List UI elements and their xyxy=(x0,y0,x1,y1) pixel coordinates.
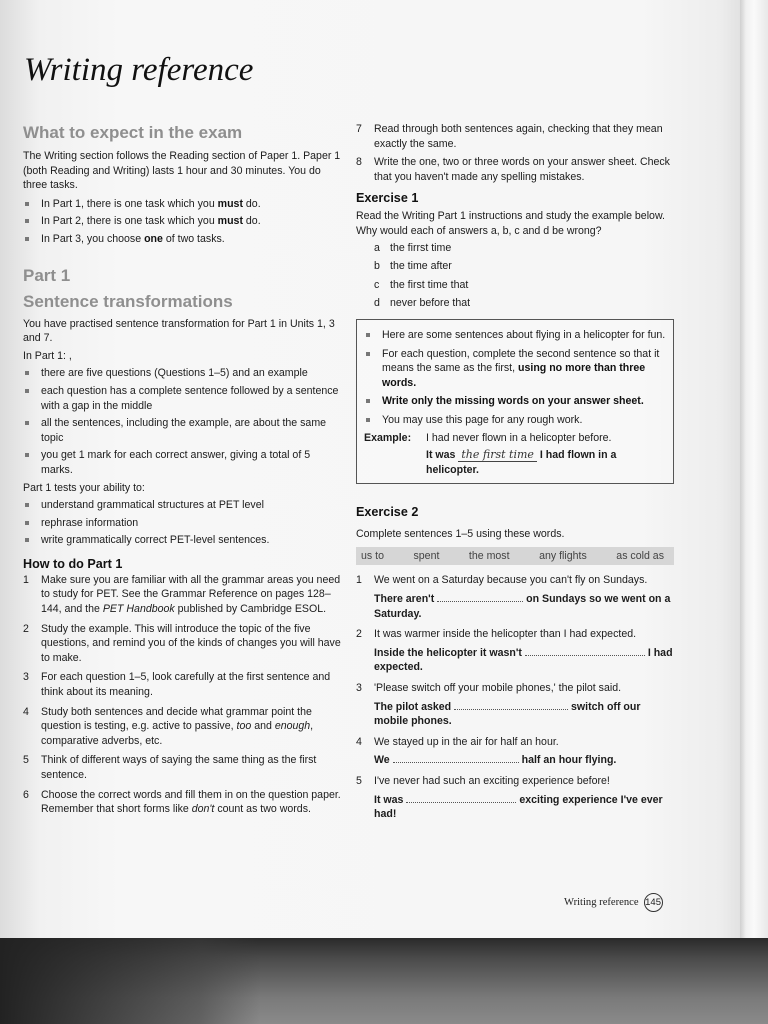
sentence-heading: Sentence transformations xyxy=(23,291,233,311)
answer-blank[interactable] xyxy=(437,601,523,602)
list-item: Here are some sentences about flying in a helicopter for fun. xyxy=(364,328,666,343)
example-row xyxy=(364,431,666,446)
page-footer xyxy=(564,893,663,912)
word-item: the most xyxy=(468,549,510,562)
list-item: rephrase information xyxy=(23,516,343,531)
question-item: 3 'Please switch off your mobile phones,' the pilot said. The pilot asked switch off our mobile phones. xyxy=(356,681,674,729)
word-item: any flights xyxy=(539,549,587,562)
page-number: 145 xyxy=(644,893,663,912)
expect-intro: The Writing section follows the Reading section of Paper 1. Paper 1 (both Reading and Writing) lasts 1 hour and 30 minutes. You do three tasks. xyxy=(23,150,341,192)
list-item: 8 Write the one, two or three words on your answer sheet. Check that you haven't made any spelling mistakes. xyxy=(356,156,670,183)
word-item: spent xyxy=(413,549,440,562)
practised-text: You have practised sentence transformation for Part 1 in Units 1, 3 and 7. xyxy=(23,317,335,345)
bottom-shadow xyxy=(0,938,768,1024)
instructions-box xyxy=(356,319,674,484)
list-item: 1 Make sure you are familiar with all the grammar areas you need to study for PET. See the Grammar Reference on pages 128–144, and the PET Handbook published by Cambridge ESOL. xyxy=(23,573,341,616)
list-item: In Part 1, there is one task which you must do. xyxy=(23,197,343,212)
list-item: 6 Choose the correct words and fill them in on the question paper. Remember that short forms like don't count as two words. xyxy=(23,788,341,816)
list-item: write grammatically correct PET-level sentences. xyxy=(23,533,343,548)
answer-sentence: We half an hour flying. xyxy=(374,754,617,767)
left-column xyxy=(23,122,343,820)
list-item: a the firrst time xyxy=(374,241,452,254)
example-sentence: I had never flown in a helicopter before. xyxy=(426,431,612,444)
part-heading: Part 1 xyxy=(23,265,71,285)
list-item: understand grammatical structures at PET level xyxy=(23,498,343,513)
list-item: 2 Study the example. This will introduce the topic of the five questions, and remind you of the kinds of changes you will have to make. xyxy=(23,622,341,664)
exercise1-intro: Read the Writing Part 1 instructions and study the example below. Why would each of answers a, b, c and d be wrong? xyxy=(356,210,665,237)
exercise2-heading: Exercise 2 xyxy=(356,505,419,520)
list-item: you get 1 mark for each correct answer, giving a total of 5 marks. xyxy=(23,448,343,477)
word-item: as cold as xyxy=(616,549,664,562)
answer-blank[interactable] xyxy=(393,762,519,763)
example-label: Example: xyxy=(364,431,412,444)
question-item: 4 We stayed up in the air for half an hour. We half an hour flying. xyxy=(356,735,674,768)
footer-label: Writing reference xyxy=(564,897,639,908)
handwritten-answer: the first time xyxy=(458,448,537,462)
exercise2-intro: Complete sentences 1–5 using these words. xyxy=(356,528,565,541)
list-item: d never before that xyxy=(374,297,471,310)
list-item: 5 Think of different ways of saying the same thing as the first sentence. xyxy=(23,754,317,781)
exercise1-options xyxy=(374,241,674,311)
list-item: You may use this page for any rough work. xyxy=(364,413,666,428)
list-item: b the time after xyxy=(374,260,452,273)
tests-text: Part 1 tests your ability to: xyxy=(23,481,145,494)
answer-sentence: Inside the helicopter it wasn't I had expected. xyxy=(374,646,673,674)
list-item: For each question, complete the second sentence so that it means the same as the first, using no more than three words. xyxy=(364,347,666,391)
example-answer: It was the first time I had flown in a helicopter. xyxy=(426,448,617,476)
answer-blank[interactable] xyxy=(525,655,645,656)
question-item: 1 We went on a Saturday because you can't fly on Sundays. There aren't on Sundays so we went on a Saturday. xyxy=(356,573,674,621)
answer-blank[interactable] xyxy=(406,802,516,803)
question-item: 2 It was warmer inside the helicopter than I had expected. Inside the helicopter it wasn't I had expected. xyxy=(356,628,673,674)
answer-sentence: The pilot asked switch off our mobile phones. xyxy=(374,700,641,728)
how-steps-continued xyxy=(356,122,674,184)
page-title: Writing reference xyxy=(24,52,254,88)
tests-list xyxy=(23,498,343,548)
list-item: all the sentences, including the example, are about the same topic xyxy=(23,416,343,445)
question-item: 5 I've never had such an exciting experience before! It was exciting experience I've ever had! xyxy=(356,774,674,822)
list-item: 4 Study both sentences and decide what grammar point the question is testing, e.g. active to passive, too and enough, comparative adverbs, etc. xyxy=(23,705,314,747)
word-box xyxy=(356,547,674,566)
list-item: 7 Read through both sentences again, checking that they mean exactly the same. xyxy=(356,123,663,150)
list-item: Write only the missing words on your answer sheet. xyxy=(364,394,666,409)
list-item: there are five questions (Questions 1–5) and an example xyxy=(23,366,343,381)
answer-blank[interactable] xyxy=(454,709,568,710)
list-item: c the first time that xyxy=(374,278,469,291)
word-item: us to xyxy=(361,549,384,562)
expect-heading: What to expect in the exam xyxy=(23,123,243,142)
list-item: each question has a complete sentence followed by a sentence with a gap in the middle xyxy=(23,384,343,413)
exercise1-heading: Exercise 1 xyxy=(356,191,419,206)
in-part1-text: In Part 1: , xyxy=(23,349,72,362)
answer-sentence: There aren't on Sundays so we went on a Saturday. xyxy=(374,593,671,620)
how-heading: How to do Part 1 xyxy=(23,556,123,571)
right-column xyxy=(356,122,674,825)
list-item: 3 For each question 1–5, look carefully at the first sentence and think about its meaning. xyxy=(23,671,331,699)
list-item: In Part 3, you choose one of two tasks. xyxy=(23,232,343,247)
page-edge xyxy=(740,0,768,938)
answer-sentence: It was exciting experience I've ever had! xyxy=(374,793,663,821)
instructions-list xyxy=(364,328,666,428)
how-steps xyxy=(23,573,343,817)
part1-list xyxy=(23,366,343,477)
exercise2-questions xyxy=(356,573,674,821)
list-item: In Part 2, there is one task which you must do. xyxy=(23,214,343,229)
expect-list xyxy=(23,197,343,247)
